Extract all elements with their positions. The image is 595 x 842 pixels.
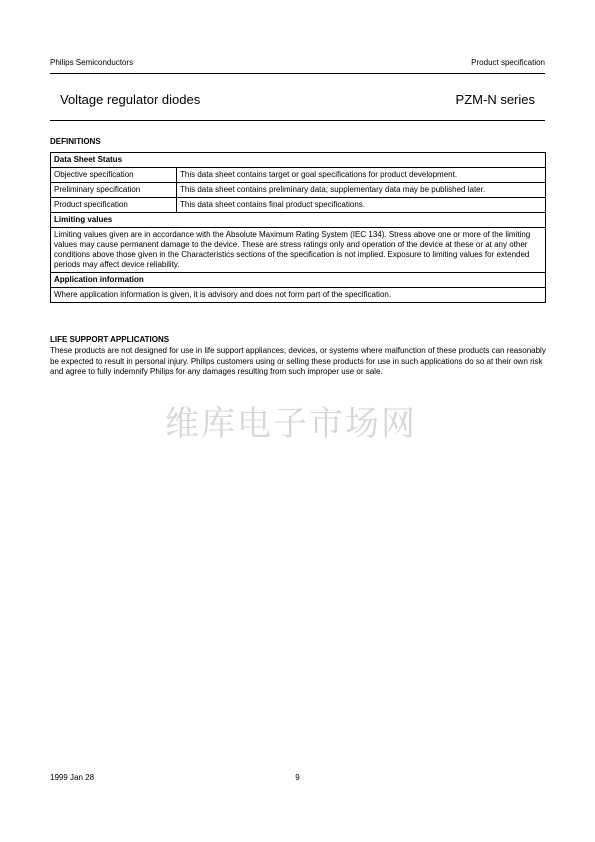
table-row <box>51 228 546 273</box>
table-row <box>51 213 546 228</box>
status-term: Objective specification <box>51 168 177 183</box>
definitions-heading: DEFINITIONS <box>50 137 101 146</box>
title-rule <box>50 120 545 121</box>
document-type: Product specification <box>471 58 545 67</box>
status-term: Preliminary specification <box>51 183 177 198</box>
definitions-table <box>50 152 546 303</box>
product-title: Voltage regulator diodes <box>60 92 201 107</box>
watermark: 维库电子市场网 <box>165 404 417 444</box>
data-sheet-status-heading: Data Sheet Status <box>51 153 546 168</box>
table-row <box>51 168 546 183</box>
life-support-heading: LIFE SUPPORT APPLICATIONS <box>50 335 170 344</box>
application-information-text: Where application information is given, it is advisory and does not form part of the specification. <box>51 288 546 303</box>
page-number: 9 <box>295 773 300 782</box>
table-row <box>51 153 546 168</box>
life-support-text: These products are not designed for use in life support appliances, devices, or systems where malfunction of these products can reasonably be expected to result in personal injury. Philips customers using or selling these products for use in such applications do so at their own risk and agree to fully indemnify Philips for any damages resulting from such improper use or sale. <box>50 346 546 376</box>
limiting-values-heading: Limiting values <box>51 213 546 228</box>
limiting-values-text: Limiting values given are in accordance with the Absolute Maximum Rating System (IEC 134). Stress above one or more of the limiting values may cause permanent damage to the device. These are stress ratings only and operation of the device at these or at any other conditions above those given in the Characteristics sections of the specification is not implied. Exposure to limiting values for extended periods may affect device reliability. <box>51 228 546 273</box>
series-name: PZM-N series <box>455 92 535 107</box>
company-name: Philips Semiconductors <box>50 58 134 67</box>
table-row <box>51 183 546 198</box>
status-description: This data sheet contains final product specifications. <box>177 198 546 213</box>
status-description: This data sheet contains preliminary data; supplementary data may be published later. <box>177 183 546 198</box>
status-description: This data sheet contains target or goal specifications for product development. <box>177 168 546 183</box>
application-information-heading: Application information <box>51 273 546 288</box>
table-row <box>51 273 546 288</box>
header-rule <box>50 73 545 74</box>
table-row <box>51 288 546 303</box>
table-row <box>51 198 546 213</box>
footer-date: 1999 Jan 28 <box>50 773 95 782</box>
status-term: Product specification <box>51 198 177 213</box>
